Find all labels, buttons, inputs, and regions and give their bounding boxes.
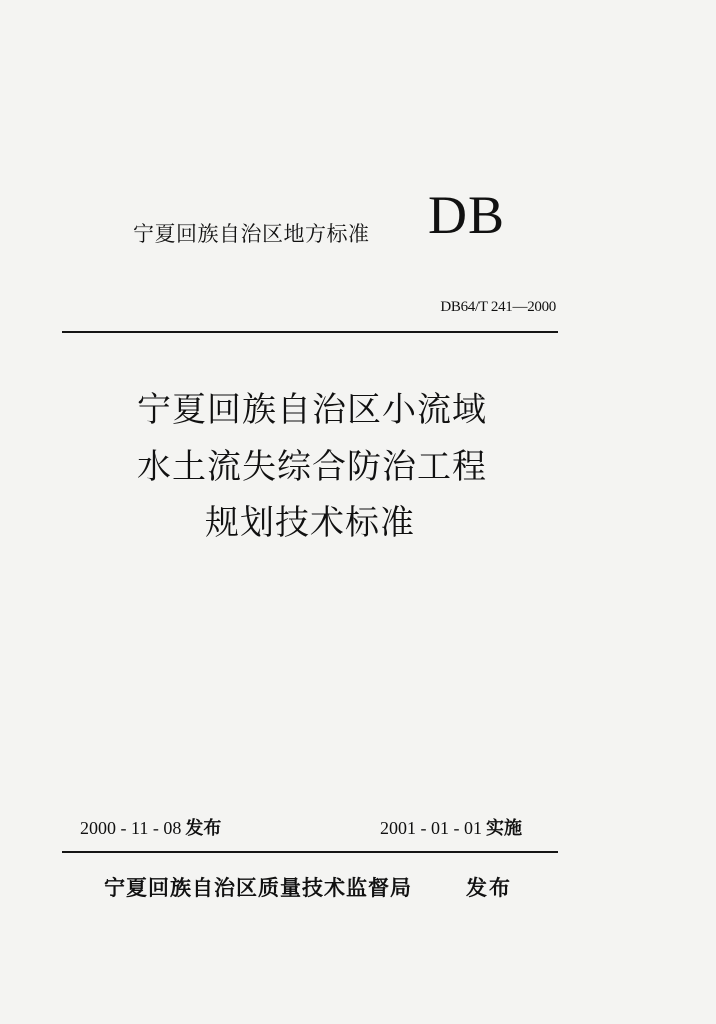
db-mark: DB	[428, 185, 506, 245]
issue-date-block	[80, 814, 221, 840]
implement-date-block	[380, 814, 522, 840]
standard-category: 宁夏回族自治区地方标准	[133, 222, 370, 246]
issuing-authority: 宁夏回族自治区质量技术监督局	[104, 876, 412, 900]
title-line-3: 规划技术标准	[205, 503, 415, 543]
title-line-1: 宁夏回族自治区小流域	[137, 390, 487, 430]
title-line-2: 水土流失综合防治工程	[137, 447, 487, 487]
issue-label: 发布	[185, 818, 222, 839]
top-divider	[62, 331, 558, 333]
implement-label: 实施	[486, 818, 522, 839]
issuer-action: 发布	[466, 876, 512, 900]
standard-number: DB64/T 241—2000	[440, 299, 556, 315]
bottom-divider	[62, 851, 558, 853]
implement-date: 2001 - 01 - 01	[380, 818, 482, 838]
issue-date: 2000 - 11 - 08	[80, 818, 182, 838]
